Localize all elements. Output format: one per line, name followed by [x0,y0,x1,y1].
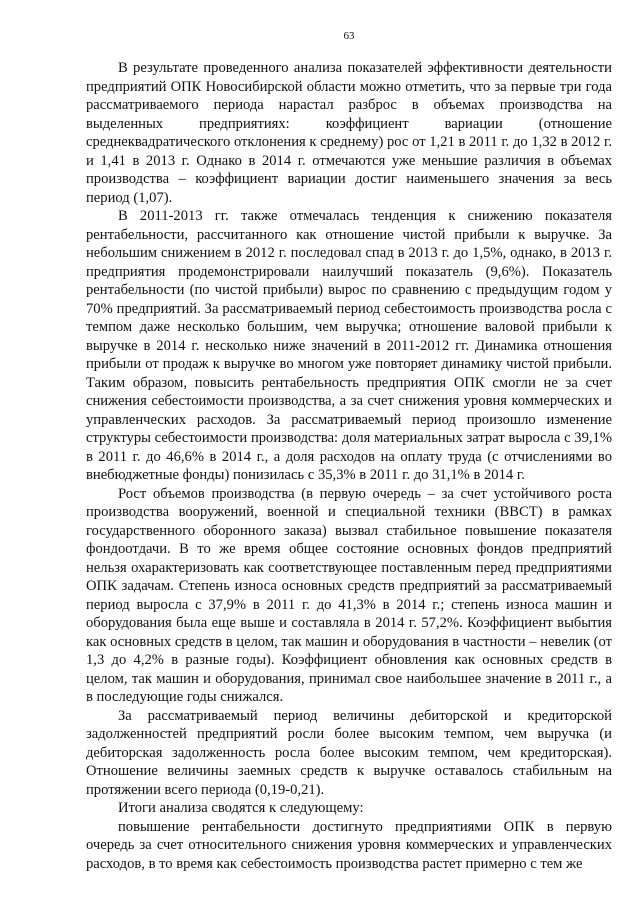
paragraph-analysis-intro: В результате проведенного анализа показателей эффективности деятельности предприятий ОПК Новосибирской области можно отметить, что за первые три года рассматриваемого периода нарастал разброс в объемах производства на выделенных предприятиях: коэффициент вариации (отношение среднеквадратического отклонения к среднему) рос от 1,21 в 2011 г. до 1,32 в 2012 г. и 1,41 в 2013 г. Однако в 2014 г. отмечаются уже меньшие различия в объемах производства – коэффициент вариации достиг наименьшего значения за весь период (1,07). [86,60,612,206]
paragraph-profitability: В 2011-2013 гг. также отмечалась тенденция к снижению показателя рентабельности, рассчитанного как отношение чистой прибыли к выручке. За небольшим снижением в 2012 г. последовал спад в 2013 г. до 1,5%, однако, в 2013 г. предприятия продемонстрировали наилучший показатель (9,6%). Показатель рентабельности (по чистой прибыли) вырос по сравнению с предыдущим годом у 70% предприятий. За рассматриваемый период себестоимость производства росла с темпом даже несколько большим, чем выручка; отношение валовой прибыли к выручке в 2014 г. несколько ниже значений в 2011-2012 гг. Динамика отношения прибыли от продаж к выручке во многом уже повторяет динамику чистой прибыли. Таким образом, повысить рентабельность предприятия ОПК смогли не за счет снижения себестоимости производства, а за счет снижения уровня коммерческих и управленческих расходов. За рассматриваемый период произошло изменение структуры себестоимости производства: доля материальных затрат выросла с 39,1% в 2011 г. до 46,6% в 2014 г., а доля расходов на оплату труда (с отчислениями во внебюджетные фонды) понизилась с 35,3% в 2011 г. до 31,1% в 2014 г. [86,208,612,483]
paragraph-summary-lead: Итоги анализа сводятся к следующему: [118,800,364,816]
page-number: 63 [343,30,355,42]
paragraph-summary-point: повышение рентабельности достигнуто предприятиями ОПК в первую очередь за счет относительного снижения уровня коммерческих и управленческих расходов, в то время как себестоимость производства растет примерно с тем же [86,818,612,872]
paragraph-receivables: За рассматриваемый период величины дебиторской и кредиторской задолженностей предприятий росли более высоким темпом, чем выручка (и дебиторская задолженность росла более высоким темпом, чем кредиторская). Отношение величины заемных средств к выручке оставалось стабильным на протяжении всего периода (0,19-0,21). [86,707,612,798]
paragraph-fixed-assets: Рост объемов производства (в первую очередь – за счет устойчивого роста производства вооружений, военной и специальной техники (ВВСТ) в рамках государственного оборонного заказа) вызвал стабильное повышение показателя фондоотдачи. В то же время общее состояние основных фондов предприятий нельзя охарактеризовать как соответствующее поставленным перед предприятиями ОПК задачам. Степень износа основных средств предприятий за рассматриваемый период выросла с 37,9% в 2011 г. до 41,3% в 2014 г.; степень износа машин и оборудования была еще выше и составляла в 2014 г. 57,2%. Коэффициент выбытия как основных средств в целом, так машин и оборудования в частности – невелик (от 1,3 до 4,2% в разные годы). Коэффициент обновления как основных средств в целом, так машин и оборудования, принимал свое наибольшее значение в 2011 г., а в последующие годы снижался. [86,485,612,705]
